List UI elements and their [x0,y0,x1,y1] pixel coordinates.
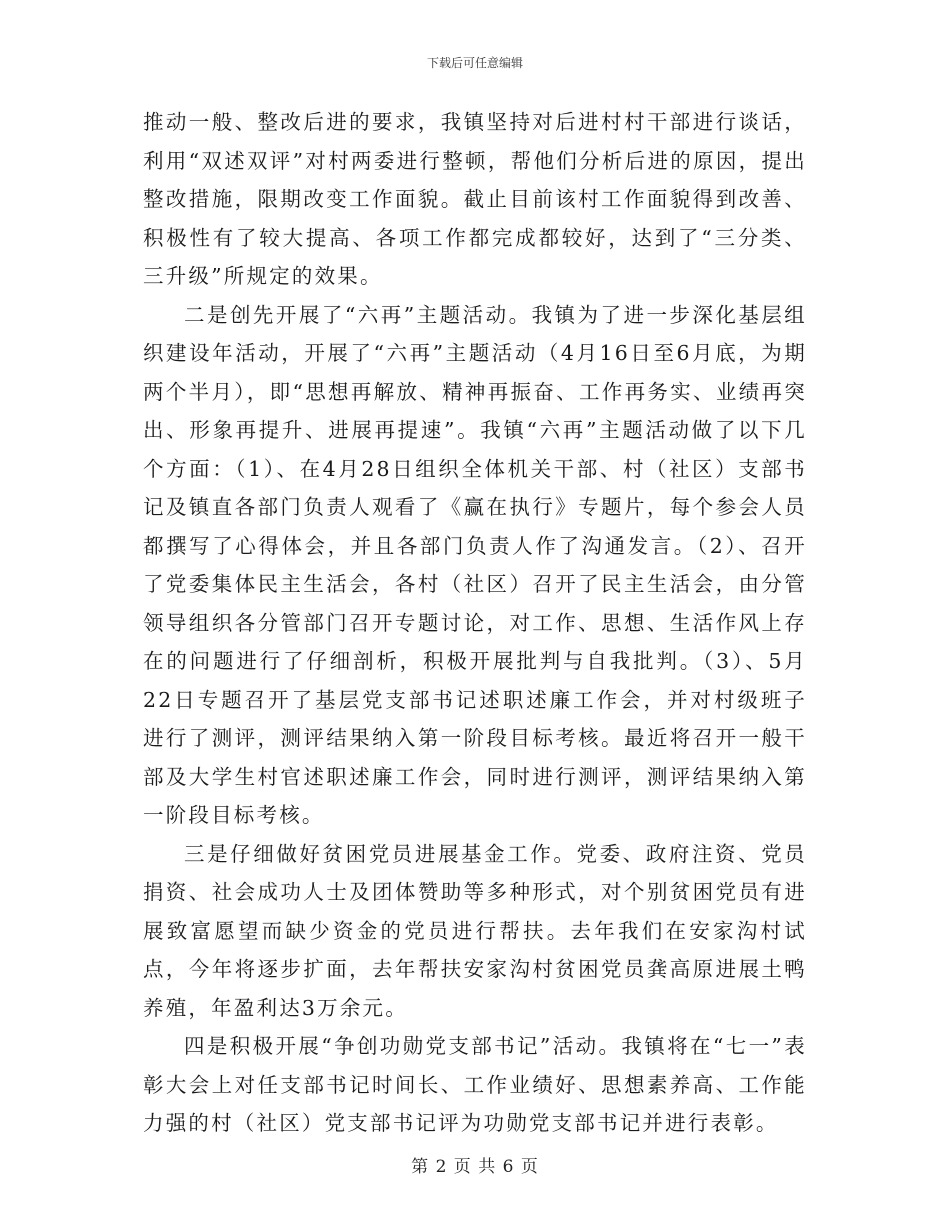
paragraph-2: 二是创先开展了“六再”主题活动。我镇为了进一步深化基层组织建设年活动，开展了“六再”主题活动（4月16日至6月底，为期两个半月），即“思想再解放、精神再振奋、工作再务实、业绩再突出、形象再提升、进展再提速”。我镇“六再”主题活动做了以下几个方面：（1）、在4月28日组织全体机关干部、村（社区）支部书记及镇直各部门负责人观看了《赢在执行》专题片，每个参会人员都撰写了心得体会，并且各部门负责人作了沟通发言。（2）、召开了党委集体民主生活会，各村（社区）召开了民主生活会，由分管领导组织各分管部门召开专题讨论，对工作、思想、生活作风上存在的问题进行了仔细剖析，积极开展批判与自我批判。（3）、5月22日专题召开了基层党支部书记述职述廉工作会，并对村级班子进行了测评，测评结果纳入第一阶段目标考核。最近将召开一般干部及大学生村官述职述廉工作会，同时进行测评，测评结果纳入第一阶段目标考核。 [143,302,807,827]
paragraph-1: 推动一般、整改后进的要求，我镇坚持对后进村村干部进行谈话，利用“双述双评”对村两委进行整顿，帮他们分析后进的原因，提出整改措施，限期改变工作面貌。截止目前该村工作面貌得到改善、积极性有了较大提高、各项工作都完成都较好，达到了“三分类、三升级”所规定的效果。 [143,110,807,288]
document-body [143,103,807,1143]
page-header: 下载后可任意编辑 [426,56,523,70]
paragraph-4: 四是积极开展“争创功勋党支部书记”活动。我镇将在“七一”表彰大会上对任支部书记时间长、工作业绩好、思想素养高、工作能力强的村（社区）党支部书记评为功勋党支部书记并进行表彰。 [143,1034,807,1135]
page-number-footer: 第 2 页 共 6 页 [411,1157,539,1177]
paragraph-3: 三是仔细做好贫困党员进展基金工作。党委、政府注资、党员捐资、社会成功人士及团体赞助等多种形式，对个别贫困党员有进展致富愿望而缺少资金的党员进行帮扶。去年我们在安家沟村试点，今年将逐步扩面，去年帮扶安家沟村贫困党员龚高原进展土鸭养殖，年盈利达3万余元。 [143,841,807,1020]
